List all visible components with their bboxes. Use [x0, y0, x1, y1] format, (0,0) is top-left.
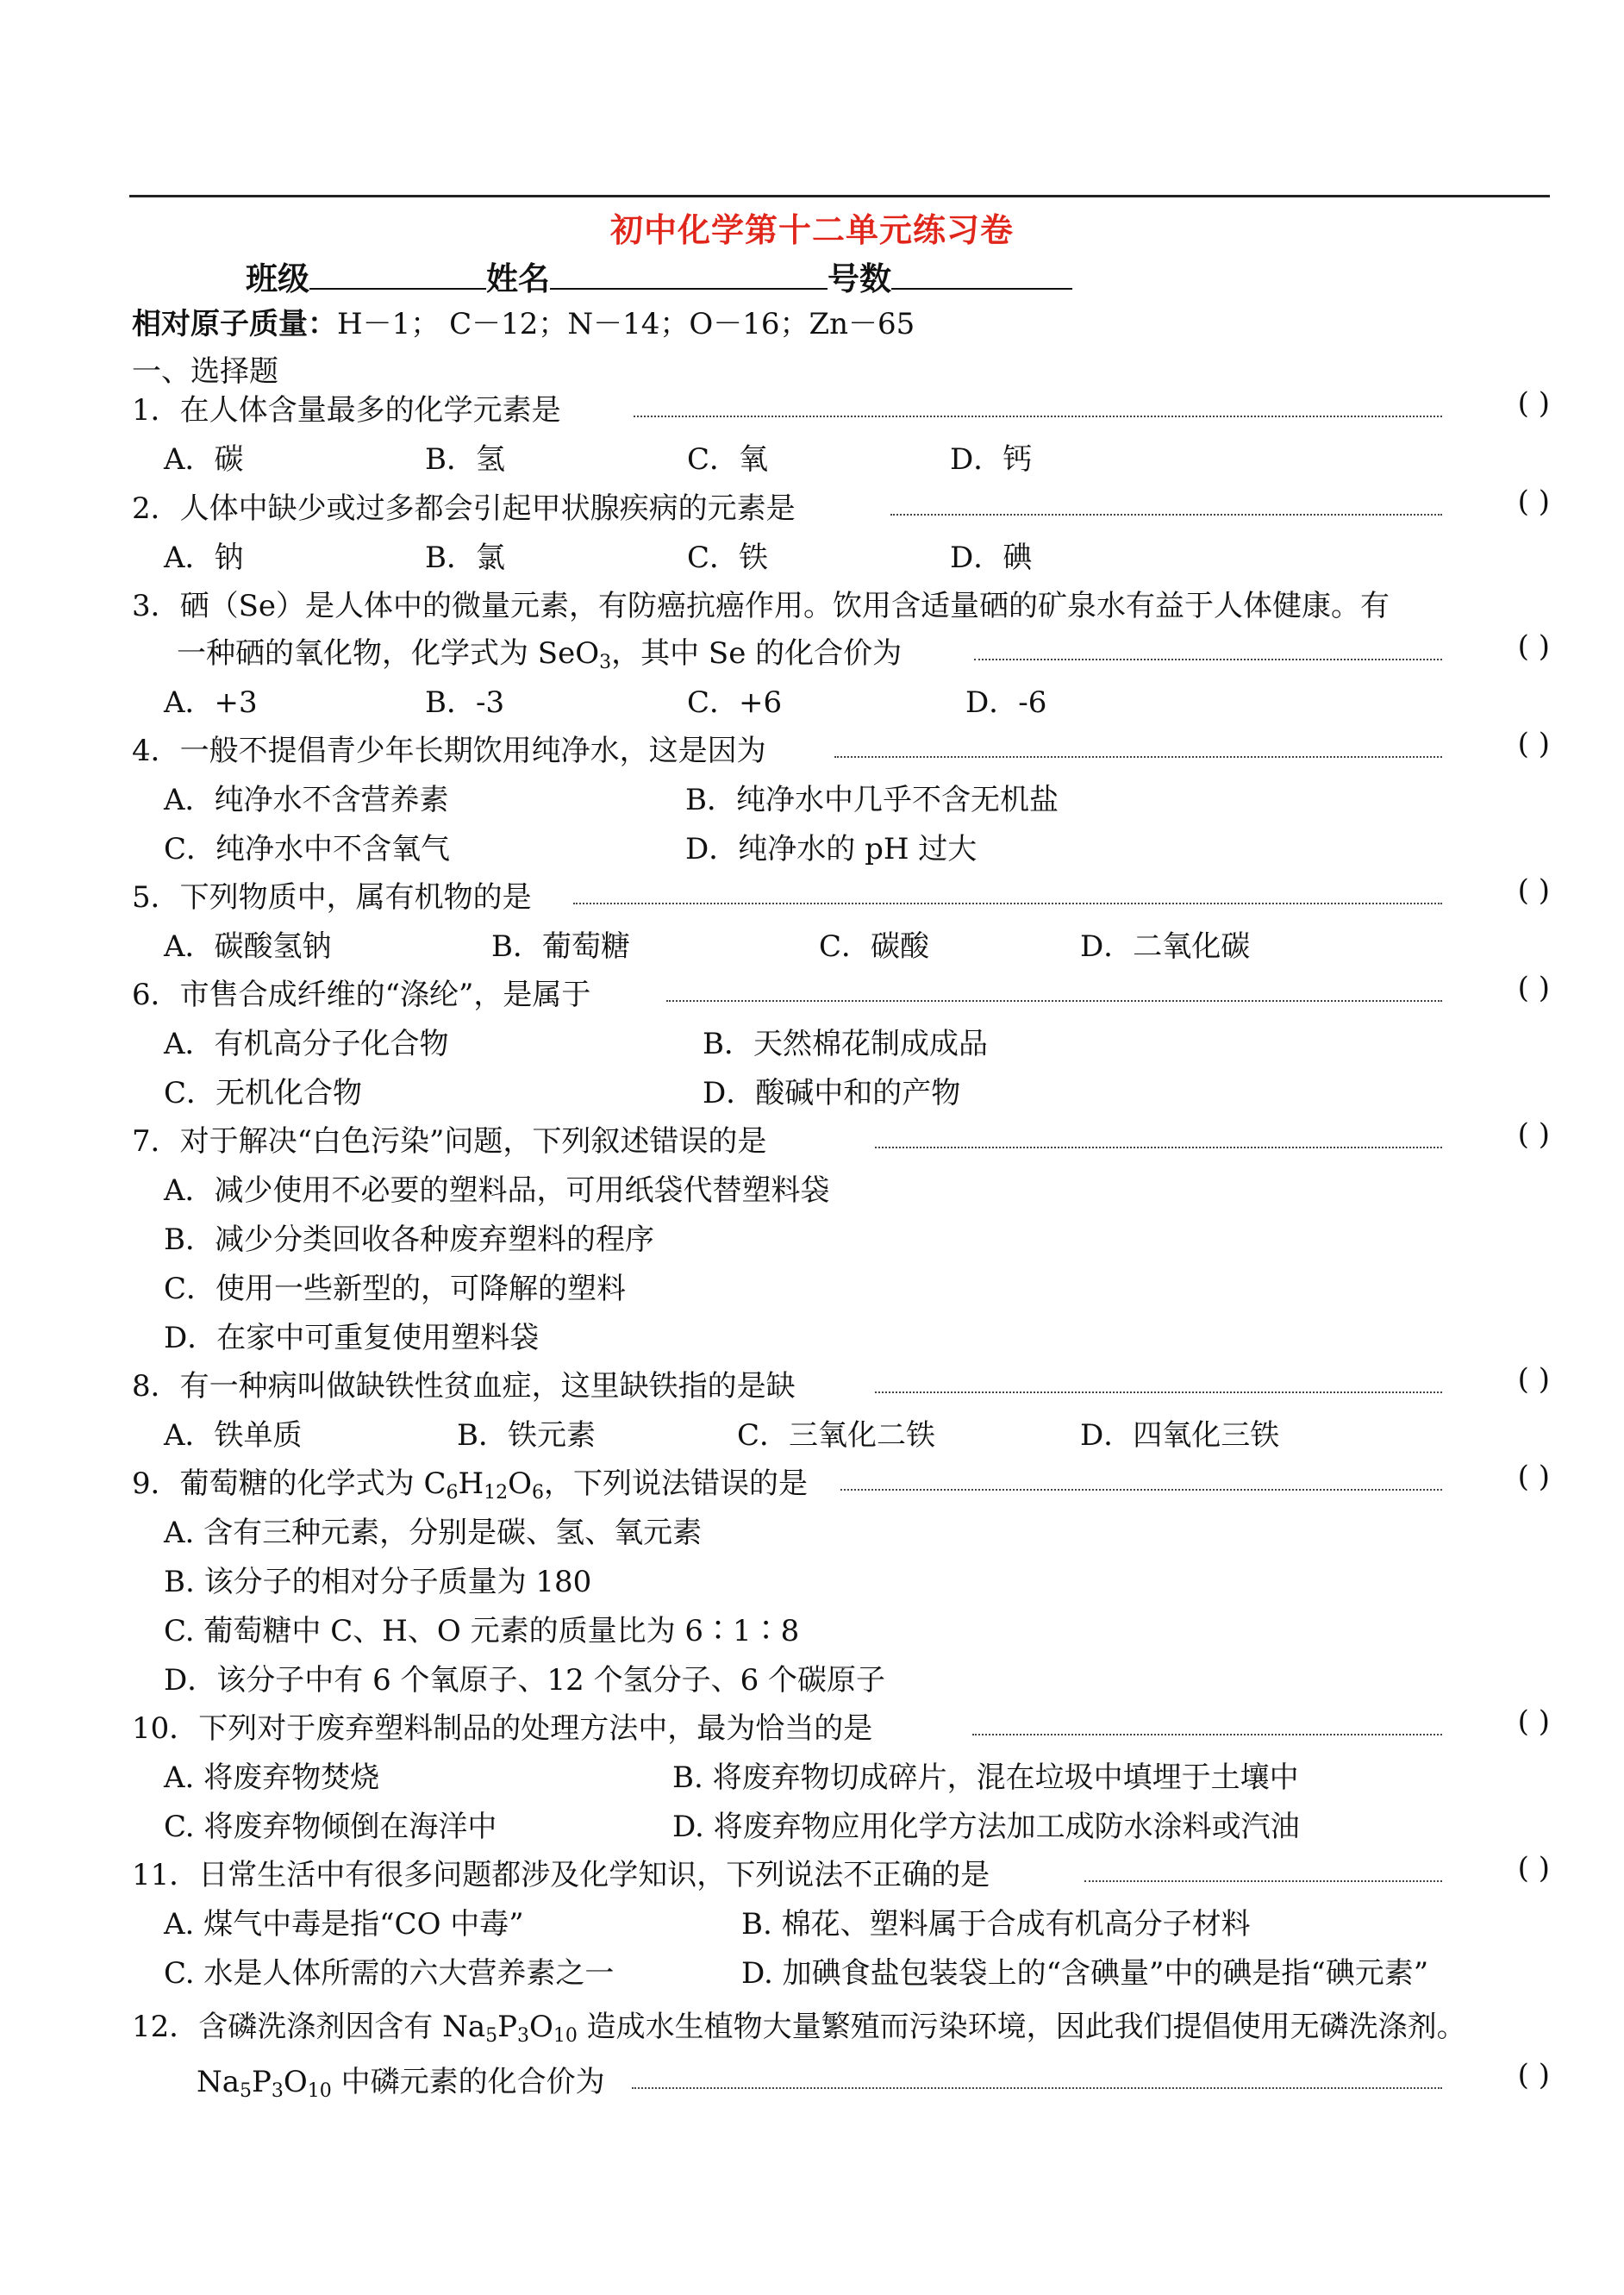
question-stem [177, 629, 902, 673]
section-title: 一、选择题 [132, 354, 278, 389]
question-stem: 2．人体中缺少或过多都会引起甲状腺疾病的元素是 [132, 491, 796, 526]
answer-parentheses[interactable]: ( ) [1517, 386, 1550, 421]
option-d[interactable]: D．纯净水的 pH 过大 [685, 832, 978, 866]
answer-parentheses[interactable]: ( ) [1517, 485, 1550, 519]
stem-text: P [252, 2065, 272, 2099]
answer-parentheses[interactable]: ( ) [1517, 1362, 1550, 1397]
dot-leader [666, 1000, 1442, 1002]
question-12 [197, 2058, 1550, 2103]
question-stem: 10．下列对于废弃塑料制品的处理方法中，最为恰当的是 [132, 1711, 873, 1746]
number-label: 号数 [828, 260, 891, 297]
option-d[interactable]: D．-6 [965, 685, 1047, 720]
answer-parentheses[interactable]: ( ) [1517, 1851, 1550, 1885]
option-a[interactable]: A. 含有三种元素，分别是碳、氢、氧元素 [164, 1516, 703, 1550]
question-5 [132, 873, 1550, 918]
option-b[interactable]: B．天然棉花制成成品 [703, 1027, 988, 1061]
stem-text: 中磷元素的化合价为 [331, 2065, 605, 2099]
question-3-stem-line1: 3．硒（Se）是人体中的微量元素，有防癌抗癌作用。饮用含适量硒的矿泉水有益于人体健康。有 [132, 589, 1390, 623]
option-a[interactable]: A．纯净水不含营养素 [164, 783, 449, 817]
question-3 [177, 629, 1550, 674]
subscript: 12 [484, 1482, 509, 1504]
subscript: 3 [599, 652, 612, 673]
dot-leader [573, 903, 1442, 904]
dot-leader [634, 416, 1442, 417]
option-a[interactable]: A．碳 [164, 442, 244, 477]
student-info-line [246, 253, 1072, 299]
subscript: 5 [485, 2025, 498, 2047]
subscript: 10 [553, 2025, 578, 2047]
option-d[interactable]: D．二氧化碳 [1080, 929, 1251, 964]
question-stem [132, 1460, 808, 1504]
option-b[interactable]: B．氢 [425, 442, 505, 477]
stem-text: O [508, 1466, 532, 1501]
question-stem [197, 2058, 605, 2102]
option-c[interactable]: C．氧 [687, 442, 769, 477]
option-c[interactable]: C．碳酸 [819, 929, 930, 964]
question-stem: 5．下列物质中，属有机物的是 [132, 880, 532, 915]
option-a[interactable]: A．铁单质 [164, 1418, 303, 1453]
question-4 [132, 727, 1550, 772]
option-d[interactable]: D．四氧化三铁 [1080, 1418, 1280, 1453]
dot-leader [875, 1147, 1442, 1148]
subscript: 6 [446, 1482, 459, 1504]
dot-leader [840, 1489, 1442, 1491]
answer-parentheses[interactable]: ( ) [1517, 1460, 1550, 1494]
page-title: 初中化学第十二单元练习卷 [609, 210, 1014, 249]
option-c[interactable]: C．纯净水中不含氧气 [164, 832, 451, 866]
option-a[interactable]: A．碳酸氢钠 [164, 929, 332, 964]
question-7 [132, 1117, 1550, 1162]
stem-text: 一种硒的氧化物，化学式为 SeO [177, 636, 600, 671]
option-d[interactable]: D．钙 [950, 442, 1033, 477]
option-a[interactable]: A. 煤气中毒是指“CO 中毒” [164, 1907, 524, 1942]
option-c[interactable]: C．+6 [687, 685, 783, 720]
option-d[interactable]: D. 将废弃物应用化学方法加工成防水涂料或汽油 [672, 1810, 1300, 1844]
option-d[interactable]: D．该分子中有 6 个氧原子、12 个氢分子、6 个碳原子 [164, 1663, 886, 1698]
answer-parentheses[interactable]: ( ) [1517, 1117, 1550, 1152]
option-c[interactable]: C. 水是人体所需的六大营养素之一 [164, 1956, 615, 1991]
subscript: 6 [532, 1482, 544, 1504]
option-b[interactable]: B. 将废弃物切成碎片，混在垃圾中填埋于土壤中 [672, 1760, 1299, 1795]
option-c[interactable]: C．无机化合物 [164, 1076, 363, 1110]
question-2 [132, 485, 1550, 529]
stem-text: 9．葡萄糖的化学式为 C [132, 1466, 447, 1501]
subscript: 5 [240, 2080, 253, 2102]
option-a[interactable]: A．钠 [164, 541, 244, 575]
question-stem: 11．日常生活中有很多问题都涉及化学知识，下列说法不正确的是 [132, 1858, 990, 1892]
option-a[interactable]: A. 将废弃物焚烧 [164, 1760, 380, 1795]
question-stem: 4．一般不提倡青少年长期饮用纯净水，这是因为 [132, 734, 766, 768]
stem-text: ，下列说法错误的是 [544, 1466, 808, 1501]
option-b[interactable]: B. 该分子的相对分子质量为 180 [164, 1565, 592, 1599]
option-a[interactable]: A．+3 [164, 685, 258, 720]
option-b[interactable]: B．-3 [425, 685, 505, 720]
option-b[interactable]: B. 棉花、塑料属于合成有机高分子材料 [741, 1907, 1251, 1942]
name-blank[interactable] [550, 259, 828, 290]
option-b[interactable]: B．葡萄糖 [491, 929, 630, 964]
question-6 [132, 971, 1550, 1016]
option-a[interactable]: A．有机高分子化合物 [164, 1027, 449, 1061]
question-stem: 1．在人体含量最多的化学元素是 [132, 393, 561, 428]
option-b[interactable]: B．纯净水中几乎不含无机盐 [685, 783, 1059, 817]
stem-text: P [497, 2010, 517, 2044]
stem-text: 造成水生植物大量繁殖而污染环境，因此我们提倡使用无磷洗涤剂。 [577, 2010, 1466, 2044]
answer-parentheses[interactable]: ( ) [1517, 727, 1550, 761]
dot-leader [972, 1734, 1442, 1735]
answer-parentheses[interactable]: ( ) [1517, 971, 1550, 1005]
question-10 [132, 1704, 1550, 1749]
answer-parentheses[interactable]: ( ) [1517, 1704, 1550, 1739]
dot-leader [875, 1391, 1442, 1393]
number-blank[interactable] [891, 259, 1072, 290]
atomic-masses [132, 300, 915, 342]
answer-parentheses[interactable]: ( ) [1517, 873, 1550, 908]
option-d[interactable]: D．碘 [950, 541, 1033, 575]
option-b[interactable]: B．铁元素 [457, 1418, 596, 1453]
option-a[interactable]: A．减少使用不必要的塑料品，可用纸袋代替塑料袋 [164, 1173, 830, 1208]
class-label: 班级 [246, 260, 309, 297]
question-12-stem-line1 [132, 2003, 1466, 2047]
subscript: 10 [307, 2080, 332, 2102]
class-blank[interactable] [309, 259, 486, 290]
option-d[interactable]: D. 加碘食盐包装袋上的“含碘量”中的碘是指“碘元素” [741, 1956, 1429, 1991]
dot-leader [974, 659, 1442, 660]
dot-leader [890, 514, 1442, 516]
stem-text: 12．含磷洗涤剂因含有 Na [132, 2010, 486, 2044]
answer-parentheses[interactable]: ( ) [1517, 629, 1550, 664]
dot-leader [1084, 1880, 1442, 1882]
stem-text: H [458, 1466, 484, 1501]
answer-parentheses[interactable]: ( ) [1517, 2058, 1550, 2092]
subscript: 3 [271, 2080, 284, 2102]
option-c[interactable]: C．三氧化二铁 [737, 1418, 936, 1453]
atomic-masses-values: H－1； C－12；N－14；O－16；Zn－65 [337, 307, 915, 341]
stem-text: ，其中 Se 的化合价为 [611, 636, 903, 671]
option-b[interactable]: B．氯 [425, 541, 505, 575]
question-8 [132, 1362, 1550, 1407]
atomic-masses-label: 相对原子质量： [132, 307, 337, 341]
option-c[interactable]: C. 葡萄糖中 C、H、O 元素的质量比为 6∶1∶8 [164, 1614, 800, 1648]
option-b[interactable]: B．减少分类回收各种废弃塑料的程序 [164, 1223, 654, 1257]
question-stem: 6．市售合成纤维的“涤纶”，是属于 [132, 978, 591, 1012]
question-stem: 8．有一种病叫做缺铁性贫血症，这里缺铁指的是缺 [132, 1369, 796, 1404]
stem-text: Na [197, 2065, 240, 2099]
option-c[interactable]: C．铁 [687, 541, 769, 575]
option-c[interactable]: C．使用一些新型的，可降解的塑料 [164, 1272, 627, 1306]
stem-text: O [283, 2065, 308, 2099]
option-d[interactable]: D．在家中可重复使用塑料袋 [164, 1321, 540, 1355]
question-9 [132, 1460, 1550, 1504]
question-stem: 7．对于解决“白色污染”问题，下列叙述错误的是 [132, 1124, 767, 1159]
subscript: 3 [516, 2025, 529, 2047]
dot-leader [834, 756, 1442, 758]
option-c[interactable]: C. 将废弃物倾倒在海洋中 [164, 1810, 497, 1844]
name-label: 姓名 [486, 260, 550, 297]
question-11 [132, 1851, 1550, 1896]
dot-leader [632, 2087, 1442, 2089]
question-1 [132, 386, 1550, 431]
stem-text: O [528, 2010, 553, 2044]
option-d[interactable]: D．酸碱中和的产物 [703, 1076, 961, 1110]
header-rule [129, 195, 1550, 197]
